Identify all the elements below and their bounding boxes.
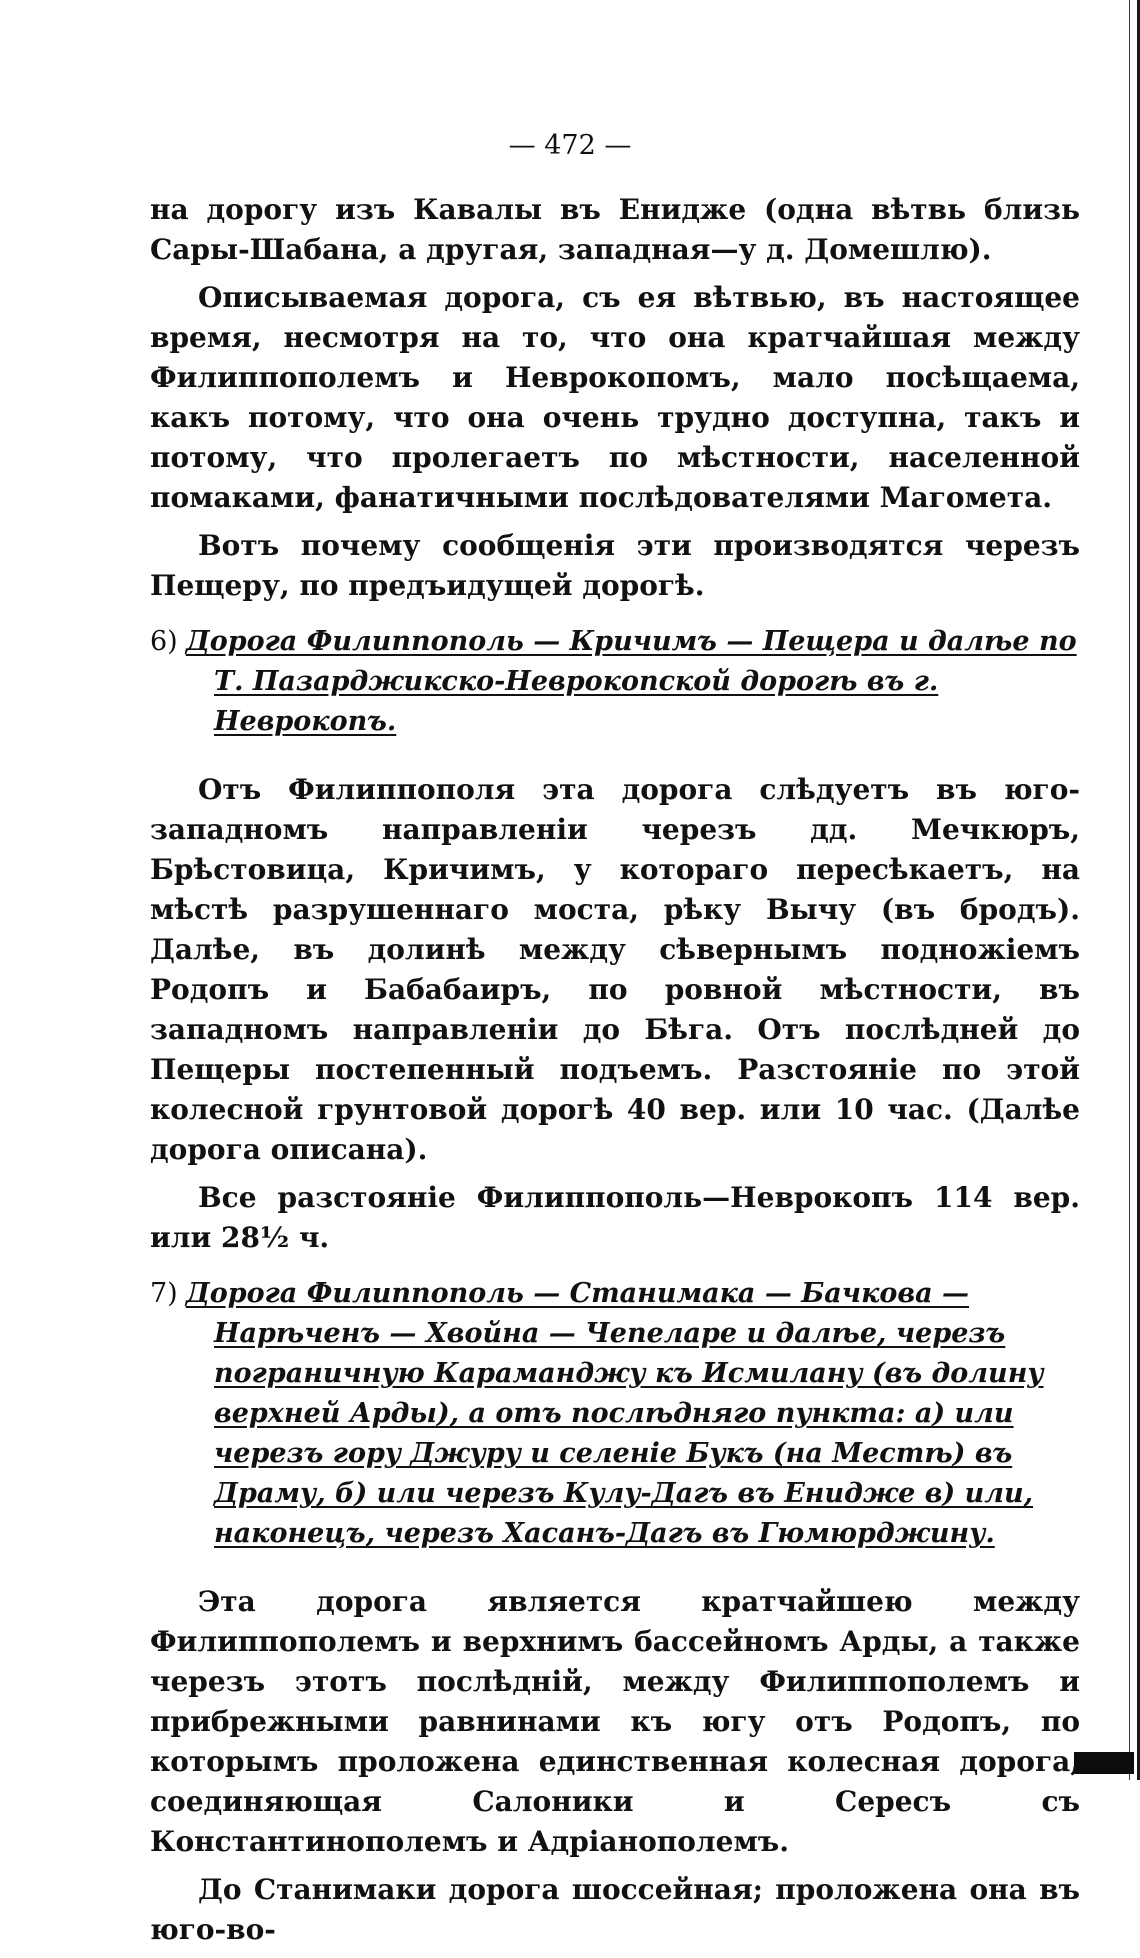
- scan-corner-mark: [1074, 1752, 1134, 1774]
- paragraph-7: До Станимаки дорога шоссейная; проложена она въ юго-во-: [150, 1873, 1080, 1946]
- section-number-7: 7): [150, 1278, 178, 1309]
- scan-edge-thin-line: [1129, 0, 1130, 1780]
- paragraph-4: Отъ Филиппополя эта дорога слѣдуетъ въ юго-западномъ направленіи черезъ дд. Мечкюръ, Брѣстовица, Кричимъ, у котораго пересѣкаетъ, на мѣстѣ разрушеннаго моста, рѣку Вычу (въ бродъ). Далѣе, въ долинѣ между сѣвернымъ подножіемъ Родопъ и Бабабаиръ, по ровной мѣстности, въ западномъ направленіи до Бѣга. Отъ послѣдней до Пещеры постепенный подъемъ. Разстояніе по этой колесной грунтовой дорогѣ 40 вер. или 10 час. (Далѣе дорога описана).: [150, 773, 1080, 1166]
- paragraph-2: Описываемая дорога, съ ея вѣтвью, въ настоящее время, несмотря на то, что она кратчайшая между Филиппополемъ и Неврокопомъ, мало посѣщаема, какъ потому, что она очень трудно доступна, такъ и потому, что пролегаетъ по мѣстности, населенной помаками, фанатичными послѣдователями Магомета.: [150, 281, 1080, 514]
- section-title-6: Дорога Филиппополь — Кричимъ — Пещера и далѣе по Т. Пазарджикско-Неврокопской дорогѣ въ г. Неврокопъ.: [185, 626, 1077, 737]
- page-body: [150, 190, 1080, 1958]
- section-heading-6: [150, 622, 1080, 742]
- paragraph-5: Все разстояніе Филиппополь—Неврокопъ 114 вер. или 28½ ч.: [150, 1181, 1080, 1254]
- section-title-7: Дорога Филиппополь — Станимака — Бачкова — Нарѣченъ — Хвойна — Чепеларе и далѣе, черезъ пограничную Караманджу къ Исмилану (въ долину верхней Арды), а отъ послѣдняго пункта: а) или черезъ гору Джуру и селеніе Букъ (на Местѣ) въ Драму, б) или черезъ Кулу-Дагъ въ Ениджe в) или, наконецъ, черезъ Хасанъ-Дагъ въ Гюмюрджину.: [185, 1278, 1044, 1549]
- page-number: — 472 —: [508, 130, 632, 161]
- section-heading-7: [150, 1274, 1080, 1554]
- section-number-6: 6): [150, 626, 178, 657]
- paragraph-1: на дорогу изъ Кавалы въ Ениджe (одна вѣтвь близь Сары-Шабана, а другая, западная—у д. Домешлю).: [150, 193, 1080, 266]
- paragraph-3: Вотъ почему сообщенія эти производятся черезъ Пещеру, по предъидущей дорогѣ.: [150, 529, 1080, 602]
- paragraph-6: Эта дорога является кратчайшею между Филиппополемъ и верхнимъ бассейномъ Арды, а также черезъ этотъ послѣдній, между Филиппополемъ и прибрежными равнинами къ югу отъ Родопъ, по которымъ проложена единственная колесная дорога, соединяющая Салоники и Сересъ съ Константинополемъ и Адріанополемъ.: [150, 1585, 1080, 1858]
